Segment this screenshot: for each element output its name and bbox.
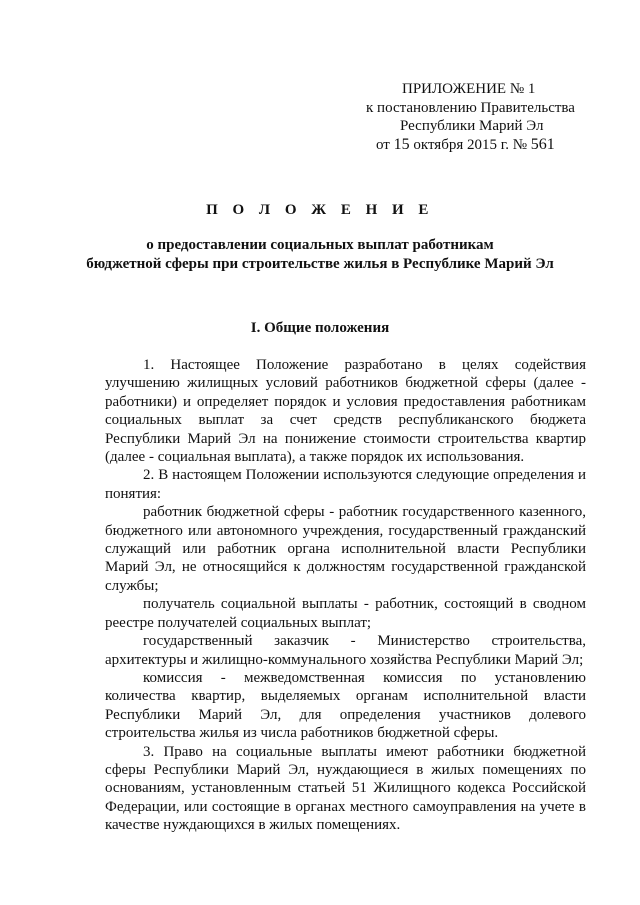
subtitle-line-1: о предоставлении социальных выплат работникам xyxy=(146,237,494,253)
appendix-title: ПРИЛОЖЕНИЕ № 1 xyxy=(402,81,536,97)
appendix-republic-line: Республики Марий Эл xyxy=(400,118,544,134)
section-heading: I. Общие положения xyxy=(250,320,390,336)
appendix-number: 561 xyxy=(530,135,555,153)
paragraph-3: 3. Право на социальные выплаты имеют работники бюджетной сферы Республики Марий Эл, нуждающиеся в жилых помещениях по основаниям, установленным статьей 51 Жилищного кодекса Российской Федерации, или состоящие в органах местного самоуправления на учете в качестве нуждающихся в жилых помещениях. xyxy=(105,743,586,834)
appendix-month-year: октября 2015 г. № xyxy=(413,136,528,153)
definition-recipient: получатель социальной выплаты - работник, состоящий в сводном реестре получателей социальных выплат; xyxy=(105,596,586,631)
subtitle-line-2: бюджетной сферы при строительстве жилья в Республике Марий Эл xyxy=(86,255,554,272)
definition-customer: государственный заказчик - Министерство строительства, архитектуры и жилищно-коммунального хозяйства Республики Марий Эл; xyxy=(105,633,586,668)
appendix-resolution-line: к постановлению Правительства xyxy=(366,99,575,116)
document-subtitle xyxy=(0,236,640,273)
document-body xyxy=(105,356,586,835)
appendix-header xyxy=(366,80,616,154)
definition-employee: работник бюджетной сферы - работник государственного казенного, бюджетного или автономного учреждения, государственный гражданский служащий или работник органа исполнительной власти Республики Марий Эл, не относящийся к должностям государственной гражданской службы; xyxy=(105,504,586,594)
appendix-date-line xyxy=(366,136,616,155)
appendix-day: 15 xyxy=(393,135,410,153)
appendix-date-prefix: от xyxy=(376,136,390,153)
definition-commission: комиссия - межведомственная комиссия по установлению количества квартир, выделяемых органам исполнительной власти Республики Марий Эл, для определения участников долевого строительства жилья из числа работников бюджетной сферы. xyxy=(105,669,586,742)
paragraph-1: 1. Настоящее Положение разработано в целях содействия улучшению жилищных условий работников бюджетной сферы (далее - работники) и определяет порядок и условия предоставления работникам социальных выплат за счет средств республиканского бюджета Республики Марий Эл на понижение стоимости строительства квартир (далее - социальная выплата), а также порядок их использования. xyxy=(105,357,586,466)
document-title: П О Л О Ж Е Н И Е xyxy=(206,202,434,218)
paragraph-2: 2. В настоящем Положении используются следующие определения и понятия: xyxy=(105,467,586,502)
